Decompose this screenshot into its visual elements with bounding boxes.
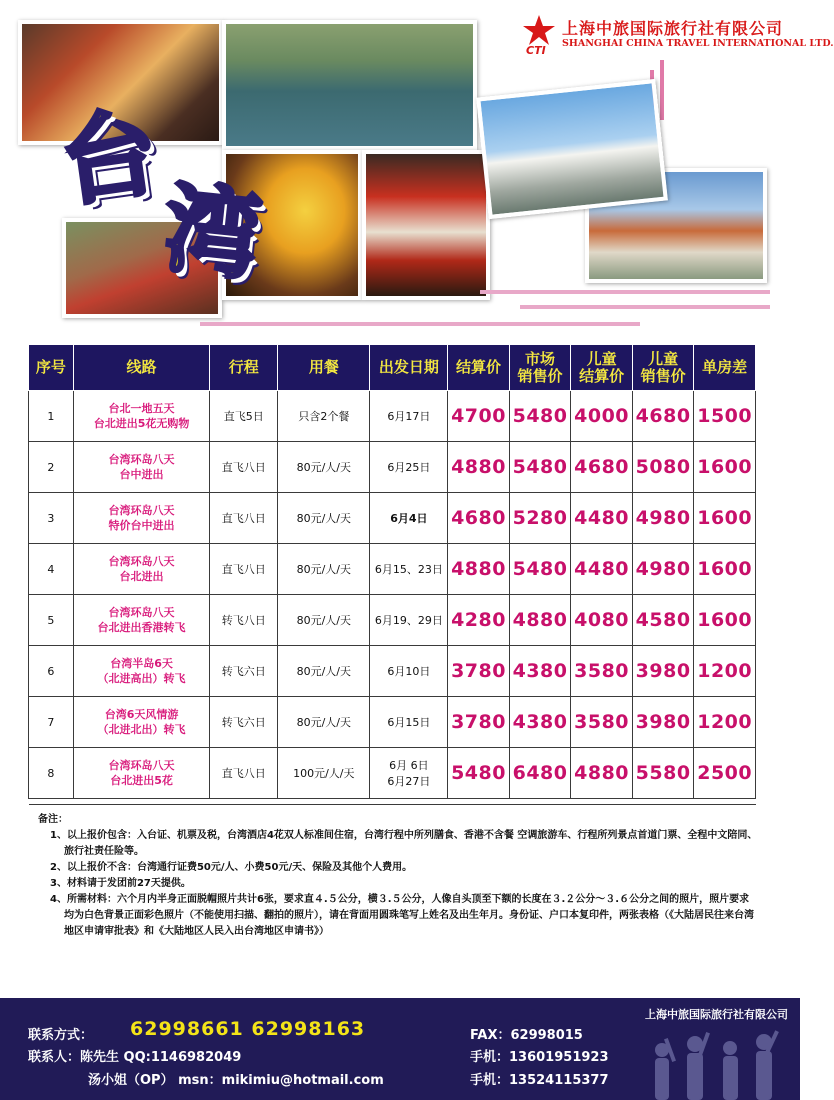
table-row: [29, 442, 756, 493]
decor-line: [520, 305, 770, 309]
price-cell: 4380: [509, 697, 571, 748]
trip-cell: 直飞八日: [210, 544, 278, 595]
company-name-en: SHANGHAI CHINA TRAVEL INTERNATIONAL LTD.: [562, 38, 834, 49]
header-banner: [0, 0, 834, 340]
price-cell: 4380: [509, 646, 571, 697]
row-index: 1: [29, 391, 74, 442]
date-value: 6月27日: [387, 775, 431, 788]
price-cell: 4880: [448, 442, 510, 493]
column-header: 行程: [210, 345, 278, 391]
row-index: 5: [29, 595, 74, 646]
date-value: 6月15、23日: [374, 563, 443, 576]
notes-section: [38, 812, 758, 940]
date-value: 6月 6日: [389, 759, 429, 772]
price-cell: 1500: [694, 391, 756, 442]
price-cell: 4280: [448, 595, 510, 646]
date-cell: [370, 697, 448, 748]
star-icon: [522, 14, 556, 46]
column-header: 序号: [29, 345, 74, 391]
meal-cell: 80元/人/天: [278, 595, 370, 646]
price-cell: 3580: [571, 697, 633, 748]
price-cell: 5480: [448, 748, 510, 799]
footer-company-name: 上海中旅国际旅行社有限公司: [645, 1008, 788, 1021]
route-name: 台湾环岛八天: [108, 606, 175, 619]
logo-text: CTI: [526, 44, 546, 57]
price-cell: 3980: [632, 646, 694, 697]
date-value: 6月19、29日: [374, 614, 443, 627]
price-cell: 4080: [571, 595, 633, 646]
people-silhouette-icon: [640, 1028, 790, 1100]
route-name: 台北进出5花: [110, 774, 173, 787]
route-name: （北进北出）转飞: [97, 723, 186, 736]
route-name: 台湾6天风情游: [104, 708, 179, 721]
meal-cell: 80元/人/天: [278, 442, 370, 493]
price-cell: 4700: [448, 391, 510, 442]
contact-mobile-1[interactable]: 手机：13601951923: [470, 1050, 609, 1065]
company-name-cn: 上海中旅国际旅行社有限公司: [562, 19, 784, 38]
route-cell: [73, 748, 210, 799]
price-table: [28, 344, 756, 805]
route-name: 台湾环岛八天: [108, 453, 175, 466]
price-cell: 4680: [571, 442, 633, 493]
trip-cell: 直飞八日: [210, 748, 278, 799]
price-table-wrap: [28, 344, 756, 805]
route-cell: [73, 646, 210, 697]
row-index: 6: [29, 646, 74, 697]
title-char: 湾: [158, 172, 266, 294]
column-header: 结算价: [448, 345, 510, 391]
trip-cell: 转飞六日: [210, 646, 278, 697]
photo-bbq-sign: [362, 150, 490, 300]
trip-cell: 转飞八日: [210, 595, 278, 646]
price-cell: 1200: [694, 697, 756, 748]
date-value: 6月10日: [387, 665, 431, 678]
price-cell: 1600: [694, 493, 756, 544]
contact-person-1: 联系人：陈先生 QQ:1146982049: [28, 1050, 242, 1065]
table-row: [29, 544, 756, 595]
photo-memorial-gate: [476, 79, 668, 219]
note-item: 4、所需材料：六个月内半身正面脱帽照片共计6张，要求直４.５公分，横３.５公分，人像自头顶至下额的长度在３.２公分～３.６公分之间的照片，照片要求均为白色背景正面彩色照片（不能使用扫描、翻拍的照片），请在背面用圆珠笔写上姓名及出生年月。身份证、户口本复印件，两张表格（《大陆居民往来台湾地区申请审批表》和《大陆地区人民入出台湾地区申请书》）: [50, 894, 754, 937]
meal-cell: 80元/人/天: [278, 646, 370, 697]
table-row: [29, 646, 756, 697]
date-value: 6月15日: [387, 716, 431, 729]
row-index: 7: [29, 697, 74, 748]
table-row: [29, 748, 756, 799]
route-cell: [73, 595, 210, 646]
price-cell: 3580: [571, 646, 633, 697]
table-row: [29, 595, 756, 646]
date-cell: [370, 544, 448, 595]
route-name: 台湾环岛八天: [108, 759, 175, 772]
contact-person-2[interactable]: 汤小姐（OP） msn：mikimiu@hotmail.com: [88, 1073, 384, 1088]
route-name: 台北进出5花无购物: [93, 417, 190, 430]
row-index: 4: [29, 544, 74, 595]
route-name: 台北进出: [119, 570, 164, 583]
meal-cell: 80元/人/天: [278, 493, 370, 544]
price-cell: 4880: [509, 595, 571, 646]
route-name: 台湾环岛八天: [108, 555, 175, 568]
price-cell: 4680: [632, 391, 694, 442]
meal-cell: 100元/人/天: [278, 748, 370, 799]
price-cell: 4480: [571, 493, 633, 544]
meal-cell: 80元/人/天: [278, 697, 370, 748]
decor-line: [480, 290, 770, 294]
price-cell: 4880: [448, 544, 510, 595]
note-item: 2、以上报价不含：台湾通行证费50元/人、小费50元/天、保险及其他个人费用。: [50, 862, 413, 873]
price-cell: 5080: [632, 442, 694, 493]
route-name: 特价台中进出: [108, 519, 175, 532]
date-cell: [370, 391, 448, 442]
price-cell: 4980: [632, 493, 694, 544]
route-name: 台北进出香港转飞: [97, 621, 186, 634]
date-cell: [370, 595, 448, 646]
page-title: [50, 82, 300, 294]
trip-cell: 直飞5日: [210, 391, 278, 442]
decor-line: [200, 322, 640, 326]
row-index: 8: [29, 748, 74, 799]
price-cell: 5580: [632, 748, 694, 799]
date-cell: [370, 748, 448, 799]
trip-cell: 转飞六日: [210, 697, 278, 748]
price-cell: 4000: [571, 391, 633, 442]
note-item: 3、材料请于发团前27天提供。: [50, 878, 191, 889]
column-header: 市场 销售价: [509, 345, 571, 391]
route-name: 台湾环岛八天: [108, 504, 175, 517]
route-name: 台中进出: [119, 468, 164, 481]
trip-cell: 直飞八日: [210, 493, 278, 544]
price-cell: 5480: [509, 544, 571, 595]
company-logo-block: [522, 14, 834, 64]
table-row: [29, 697, 756, 748]
column-header: 用餐: [278, 345, 370, 391]
price-cell: 4980: [632, 544, 694, 595]
date-cell: [370, 493, 448, 544]
price-cell: 1600: [694, 544, 756, 595]
route-cell: [73, 697, 210, 748]
route-name: 台北一地五天: [108, 402, 175, 415]
price-cell: 6480: [509, 748, 571, 799]
column-header: 线路: [73, 345, 210, 391]
price-cell: 2500: [694, 748, 756, 799]
price-cell: 4680: [448, 493, 510, 544]
column-header: 出发日期: [370, 345, 448, 391]
price-cell: 4580: [632, 595, 694, 646]
date-cell: [370, 442, 448, 493]
contact-phones[interactable]: 62998661 62998163: [130, 1018, 366, 1040]
notes-title: 备注：: [38, 814, 68, 825]
price-cell: 5480: [509, 442, 571, 493]
date-cell: [370, 646, 448, 697]
date-value: 6月17日: [387, 410, 431, 423]
footer-contact-bar: [0, 998, 800, 1100]
column-header: 儿童 结算价: [571, 345, 633, 391]
spacer-cell: [29, 799, 756, 805]
price-cell: 1600: [694, 442, 756, 493]
column-header: 儿童 销售价: [632, 345, 694, 391]
contact-fax: FAX：62998015: [470, 1028, 583, 1043]
price-cell: 5280: [509, 493, 571, 544]
route-cell: [73, 544, 210, 595]
spacer-row: [29, 799, 756, 805]
price-cell: 4880: [571, 748, 633, 799]
price-cell: 3780: [448, 697, 510, 748]
route-cell: [73, 493, 210, 544]
price-cell: 3980: [632, 697, 694, 748]
table-row: [29, 391, 756, 442]
contact-label: 联系方式：: [28, 1028, 94, 1043]
row-index: 3: [29, 493, 74, 544]
table-header-row: [29, 345, 756, 391]
date-value: 6月4日: [390, 512, 428, 525]
row-index: 2: [29, 442, 74, 493]
route-cell: [73, 442, 210, 493]
title-char: 台: [53, 95, 165, 221]
route-name: （北进高出）转飞: [97, 672, 186, 685]
trip-cell: 直飞八日: [210, 442, 278, 493]
route-cell: [73, 391, 210, 442]
column-header: 单房差: [694, 345, 756, 391]
decor-bar: [660, 60, 664, 120]
date-value: 6月25日: [387, 461, 431, 474]
price-cell: 1600: [694, 595, 756, 646]
price-cell: 4480: [571, 544, 633, 595]
price-cell: 1200: [694, 646, 756, 697]
meal-cell: 只含2个餐: [278, 391, 370, 442]
note-item: 1、以上报价包含：入台证、机票及税，台湾酒店4花双人标准间住宿，台湾行程中所列膳食、香港不含餐 空调旅游车、行程所列景点首道门票、全程中文陪同、旅行社责任险等。: [50, 830, 758, 857]
meal-cell: 80元/人/天: [278, 544, 370, 595]
price-cell: 5480: [509, 391, 571, 442]
table-row: [29, 493, 756, 544]
price-cell: 3780: [448, 646, 510, 697]
route-name: 台湾半岛6天: [110, 657, 173, 670]
contact-mobile-2[interactable]: 手机：13524115377: [470, 1073, 609, 1088]
